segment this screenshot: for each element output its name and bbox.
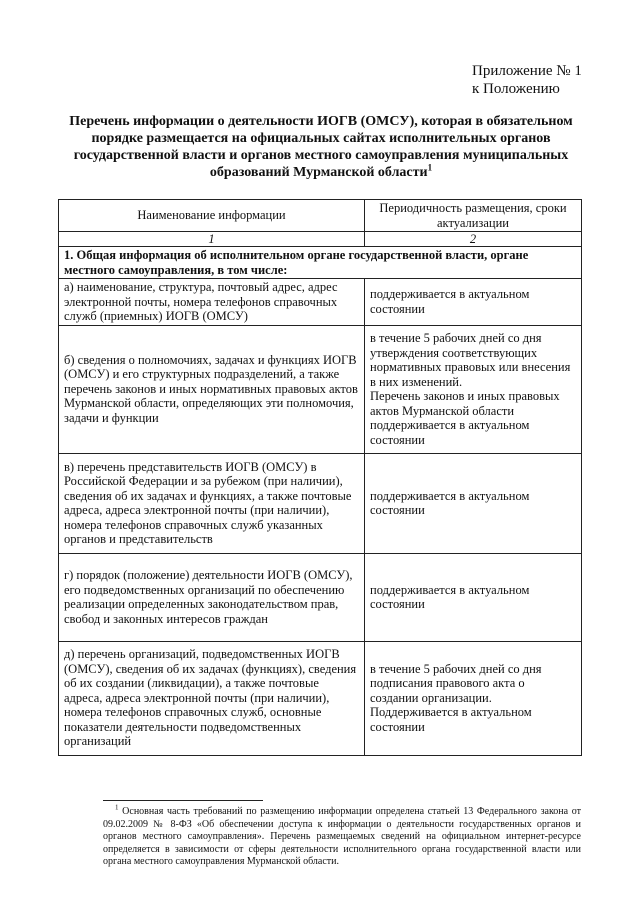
information-table — [58, 199, 582, 756]
table-row — [59, 325, 582, 453]
row-d-name: д) перечень организаций, подведомственных ИОГВ (ОМСУ), сведения об их задачах (функциях), сведения об их создании (ликвидации), а также почтовые адреса, адреса электронной почты (при наличии), номера телефонов справочных служб, основные показатели деятельности подведомственных организаций — [59, 641, 365, 755]
section-heading: 1. Общая информация об исполнительном органе государственной власти, органе местного самоуправления, в том числе: — [59, 247, 582, 279]
footnote-divider — [103, 800, 263, 801]
table-row — [59, 453, 582, 553]
row-v-name: в) перечень представительств ИОГВ (ОМСУ) в Российской Федерации и за рубежом (при наличии), сведения об их задачах и функциях, а также почтовые адреса, адреса электронной почты (при наличии), номера телефонов справочных служб указанных органов и представительств — [59, 453, 365, 553]
table-header-row — [59, 200, 582, 232]
table-numbering-row — [59, 232, 582, 247]
footnote-mark: 1 — [115, 803, 119, 812]
document-title — [60, 113, 582, 181]
row-b-name: б) сведения о полномочиях, задачах и функциях ИОГВ (ОМСУ) и его структурных подразделений, а также перечень законов и иных нормативных правовых актов Мурманской области, определяющих эти полномочия, задачи и функции — [59, 325, 365, 453]
row-g-name: г) порядок (положение) деятельности ИОГВ (ОМСУ), его подведомственных организаций по обеспечению реализации определенных законодательством прав, свобод и законных интересов граждан — [59, 553, 365, 641]
row-d-period: в течение 5 рабочих дней со дня подписания правового акта о создании организации. Поддерживается в актуальном состоянии — [365, 641, 582, 755]
appendix-reference: к Положению — [472, 81, 560, 97]
row-v-period: поддерживается в актуальном состоянии — [365, 453, 582, 553]
column-number-1: 1 — [59, 232, 365, 247]
appendix-label — [472, 62, 632, 98]
column-number-2: 2 — [365, 232, 582, 247]
row-g-period: поддерживается в актуальном состоянии — [365, 553, 582, 641]
footnote-text: Основная часть требований по размещению информации определена статьей 13 Федерального закона от 09.02.2009 № 8-ФЗ «Об обеспечении доступа к информации о деятельности государственных органов и органов местного самоуправления». Перечень размещаемых сведений на официальном интернет-ресурсе определяется в зависимости от сферы деятельности исполнительного органа государственной власти или органа местного самоуправления Мурманской области. — [103, 806, 582, 867]
table-row — [59, 279, 582, 326]
title-text: Перечень информации о деятельности ИОГВ (ОМСУ), которая в обязательном порядке размещается на официальных сайтах исполнительных органов государственной власти и органов местного самоуправления муниципальных образований Мурманской области — [69, 114, 573, 180]
footnote — [103, 803, 582, 869]
row-b-period: в течение 5 рабочих дней со дня утверждения соответствующих нормативных правовых или внесения в них изменений. Перечень законов и иных правовых актов Мурманской области поддерживается в актуальном состоянии — [365, 325, 582, 453]
row-a-period: поддерживается в актуальном состоянии — [365, 279, 582, 326]
table-row — [59, 553, 582, 641]
header-periodicity: Периодичность размещения, сроки актуализации — [365, 200, 582, 232]
row-a-name: а) наименование, структура, почтовый адрес, адрес электронной почты, номера телефонов справочных служб (приемных) ИОГВ (ОМСУ) — [59, 279, 365, 326]
table-row — [59, 641, 582, 755]
section-row — [59, 247, 582, 279]
title-footnote-mark: 1 — [427, 162, 433, 173]
appendix-number: Приложение № 1 — [472, 63, 582, 79]
header-information-name: Наименование информации — [59, 200, 365, 232]
